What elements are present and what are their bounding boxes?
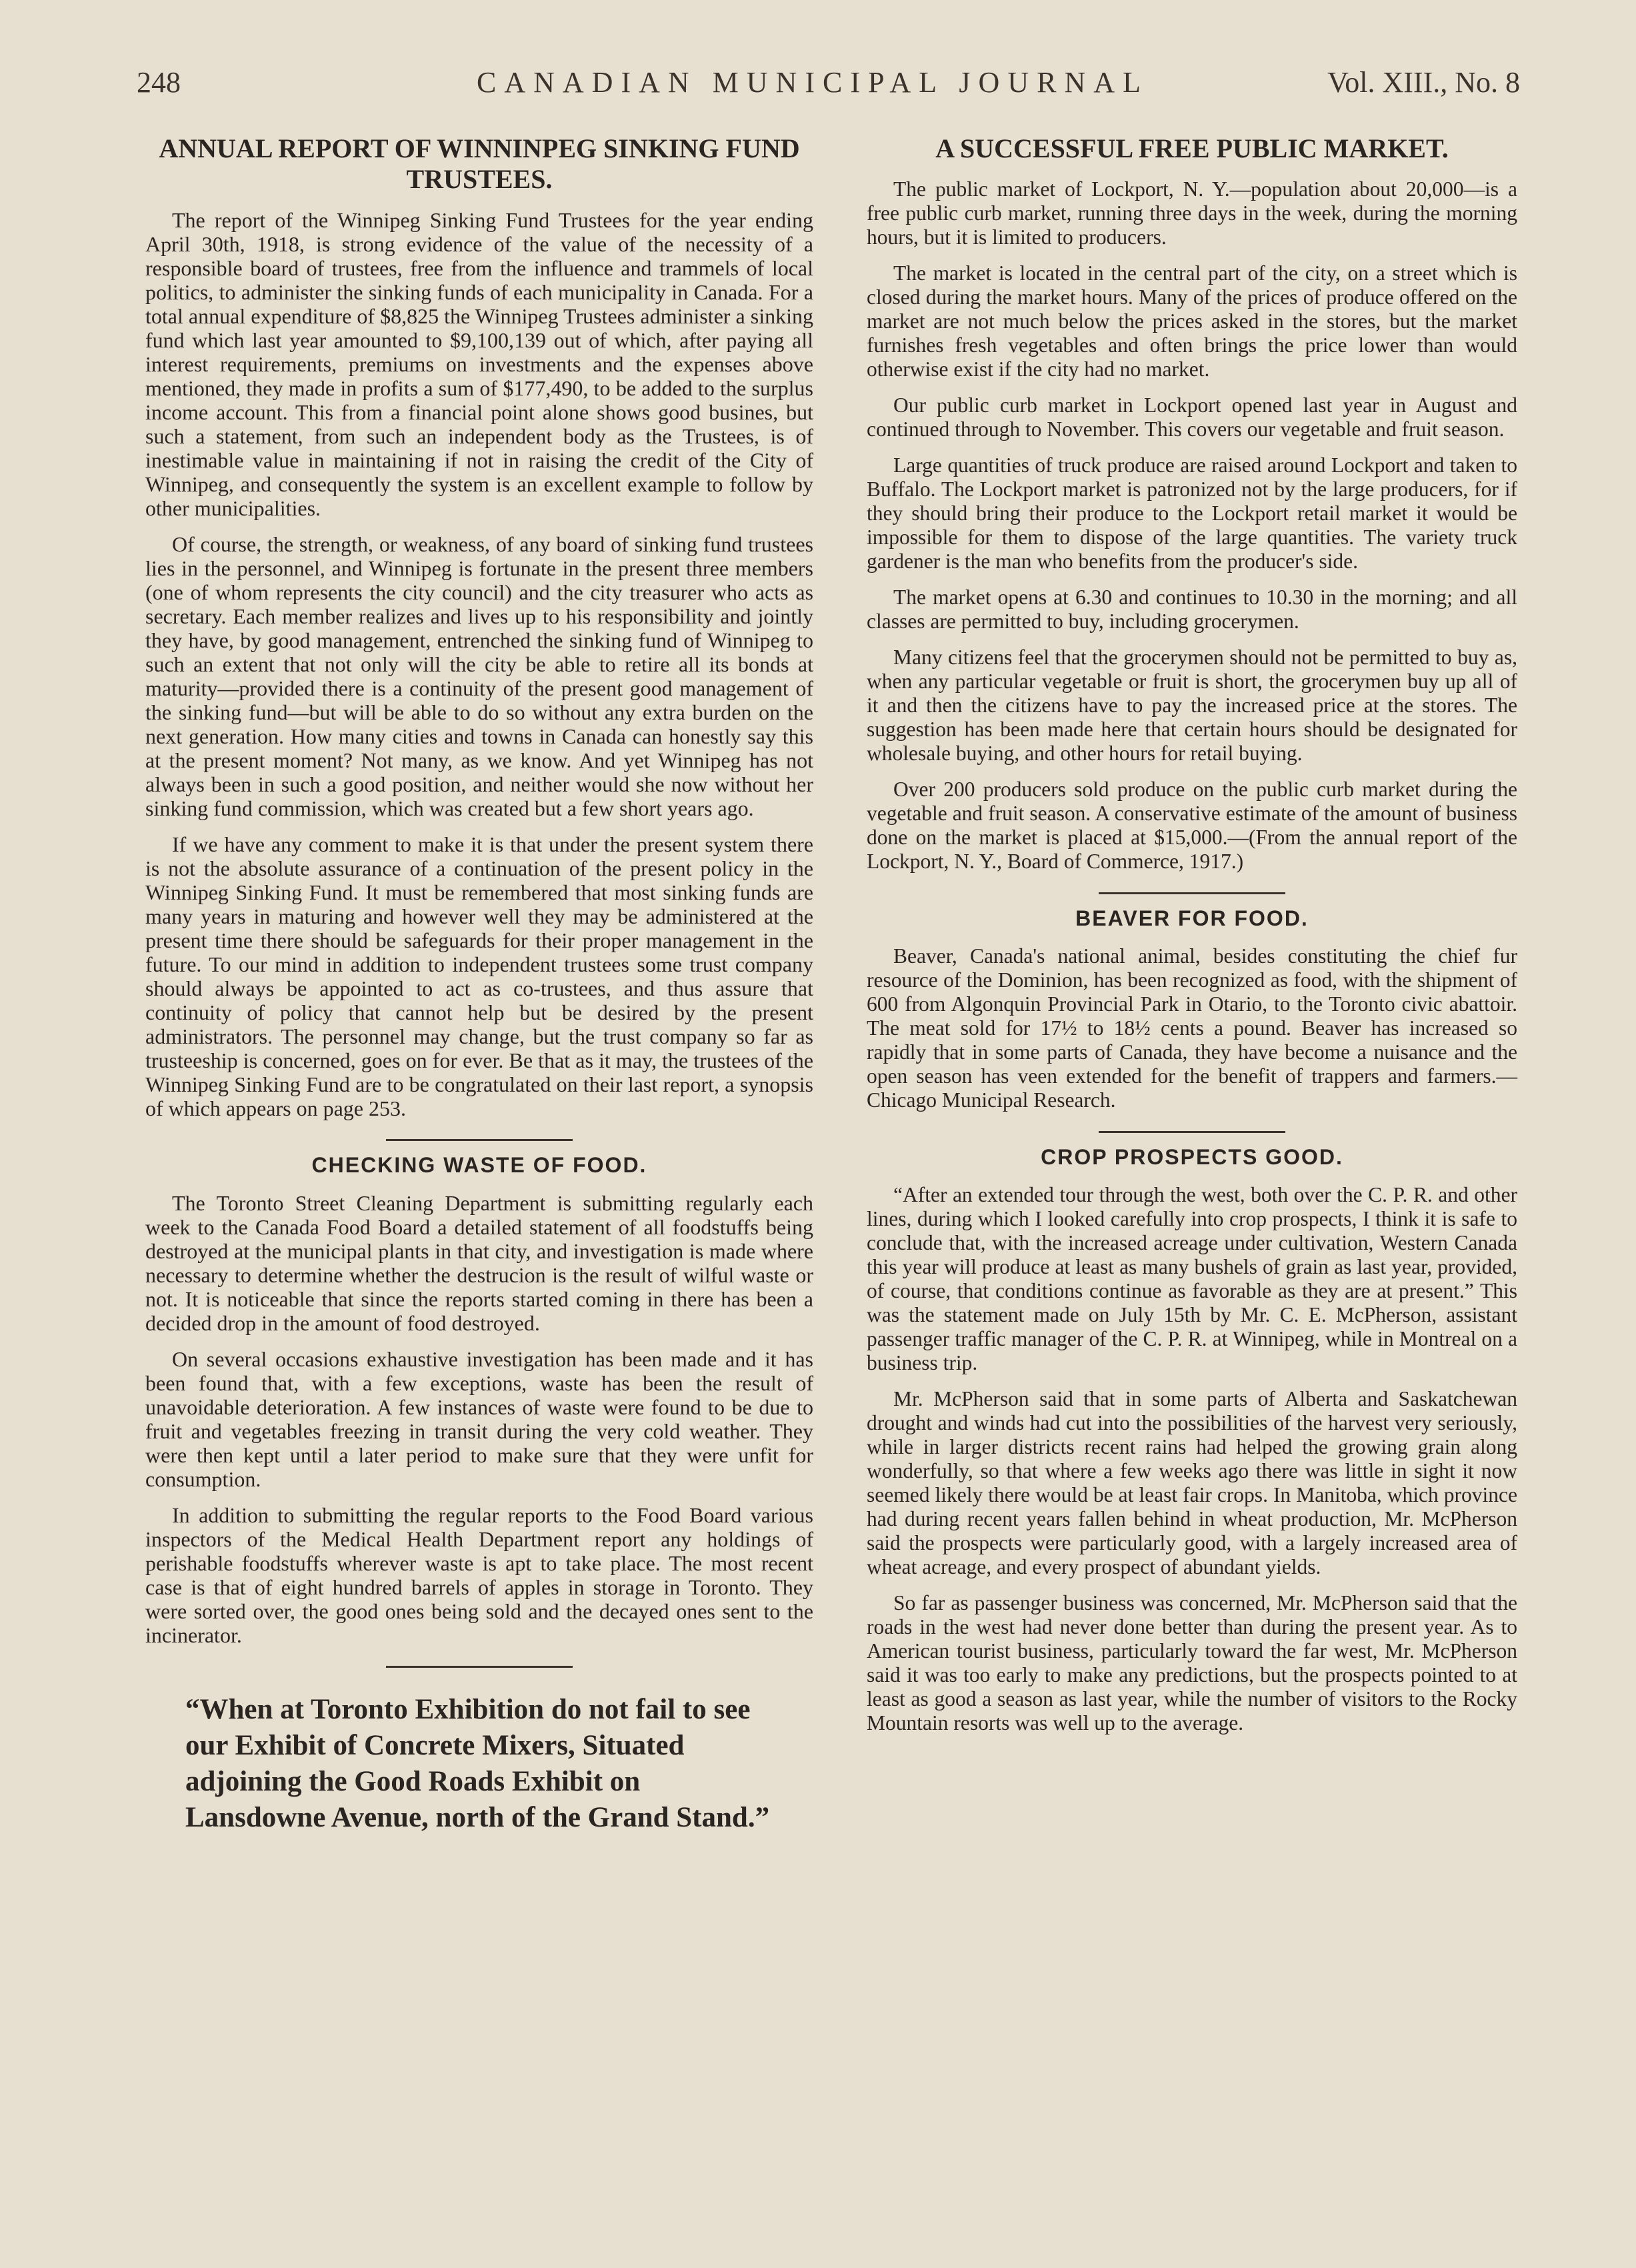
article-paragraph: Many citizens feel that the grocerymen should not be permitted to buy as, when any particular vegetable or fruit is short, the grocerymen buy up all of it and then the citizens have to pay the increased price at the stores. The suggestion has been made here that certain hours should be designated for wholesale buying, and other hours for retail buying. (867, 646, 1517, 765)
article-paragraph: Large quantities of truck produce are raised around Lockport and taken to Buffalo. The Lockport market is patronized not by the large producers, for if they should bring their produce to the Lockport retail market it would be impossible for them to dispose of the large quantities. The variety truck gardener is the man who benefits from the producer's side. (867, 453, 1517, 573)
article-sinking-fund (145, 133, 813, 1120)
section-divider (386, 1139, 573, 1141)
article-paragraph: The market opens at 6.30 and continues to 10.30 in the morning; and all classes are permitted to buy, including grocerymen. (867, 586, 1517, 633)
article-paragraph: Of course, the strength, or weakness, of any board of sinking fund trustees lies in the personnel, and Winnipeg is fortunate in the present three members (one of whom represents the city council) and the city treasurer who acts as secretary. Each member realizes and lives up to his responsibility and jointly they have, by good management, entrenched the sinking fund of Winnipeg to such an extent that not only will the city be able to retire all its bonds at maturity—provided there is a continuity of the present good management of the sinking fund—but will be able to do so without any extra burden on the next generation. How many cities and towns in Canada can honestly say this at the present moment? Not many, as we know. And yet Winnipeg has not always been in such a good position, and neither would she now without her sinking fund commission, which was created but a few short years ago. (145, 532, 813, 820)
article-food-waste (145, 1153, 813, 1647)
right-column (867, 133, 1517, 1747)
article-public-market (867, 133, 1517, 874)
journal-title: CANADIAN MUNICIPAL JOURNAL (477, 66, 1149, 99)
article-title: BEAVER FOR FOOD. (1075, 906, 1309, 930)
exhibition-advertisement: “When at Toronto Exhibition do not fail to see our Exhibit of Concrete Mixers, Situated adjoining the Good Roads Exhibit on Lansdowne Avenue, north of the Grand Stand.” (185, 1694, 770, 1833)
article-title: ANNUAL REPORT OF WINNINPEG SINKING FUND TRUSTEES. (159, 133, 800, 194)
article-title: CROP PROSPECTS GOOD. (1041, 1145, 1343, 1169)
article-beaver (867, 906, 1517, 1112)
article-paragraph: The market is located in the central part of the city, on a street which is closed during the market hours. Many of the prices of produce offered on the market are not much below the prices asked in the stores, but the market furnishes fresh vegetables and often brings the price lower than would otherwise exist if the city had no market. (867, 261, 1517, 381)
running-header (137, 65, 1520, 112)
article-crop-prospects (867, 1145, 1517, 1735)
article-title: CHECKING WASTE OF FOOD. (311, 1153, 647, 1177)
page-number: 248 (137, 66, 181, 99)
article-paragraph: On several occasions exhaustive investigation has been made and it has been found that, with a few exceptions, waste has been the result of unavoidable deterioration. A few instances of waste were found to be due to fruit and vegetables freezing in transit during the very cold weather. They were then kept until a later period to make sure that they were unfit for consumption. (145, 1347, 813, 1491)
left-column (145, 133, 813, 1836)
volume-number: Vol. XIII., No. 8 (1327, 66, 1520, 99)
article-paragraph: Our public curb market in Lockport opened last year in August and continued through to November. This covers our vegetable and fruit season. (867, 393, 1517, 441)
article-paragraph: The Toronto Street Cleaning Department is submitting regularly each week to the Canada Food Board a detailed statement of all foodstuffs being destroyed at the municipal plants in that city, and investigation is made where necessary to determine whether the destrucion is the result of wilful waste or not. It is noticeable that since the reports started coming in there has been a decided drop in the amount of food destroyed. (145, 1191, 813, 1335)
article-paragraph: The public market of Lockport, N. Y.—population about 20,000—is a free public curb market, running three days in the week, during the morning hours, but it is limited to producers. (867, 177, 1517, 249)
section-divider (1099, 1131, 1285, 1133)
article-paragraph: Beaver, Canada's national animal, besides constituting the chief fur resource of the Dominion, has been recognized as food, with the shipment of 600 from Algonquin Provincial Park in Otario, to the Toronto civic abattoir. The meat sold for 17½ to 18½ cents a pound. Beaver has increased so rapidly that in some parts of Canada, they have become a nuisance and the open season has veen extended for the benefit of trappers and farmers.—Chicago Municipal Research. (867, 944, 1517, 1112)
article-paragraph: So far as passenger business was concerned, Mr. McPherson said that the roads in the west had never done better than during the present year. As to American tourist business, particularly toward the far west, Mr. McPherson said it was too early to make any predictions, but the prospects pointed to at least as good a season as last year, while the number of visitors to the Rocky Mountain resorts was well up to the average. (867, 1591, 1517, 1735)
article-paragraph: Mr. McPherson said that in some parts of Alberta and Saskatchewan drought and winds had cut into the possibilities of the harvest very seriously, while in larger districts recent rains had helped the growing grain along wonderfully, so that where a few weeks ago there was little in sight it now seemed likely there would be at least fair crops. In Manitoba, which province had during recent years fallen behind in wheat production, Mr. McPherson said the prospects were particularly good, with a largely increased area of wheat acreage, and every prospect of abundant yields. (867, 1387, 1517, 1578)
article-title: A SUCCESSFUL FREE PUBLIC MARKET. (935, 133, 1449, 163)
section-divider (386, 1666, 573, 1668)
article-paragraph: If we have any comment to make it is that under the present system there is not the absolute assurance of a continuation of the present policy in the Winnipeg Sinking Fund. It must be remembered that most sinking funds are many years in maturing and however well they may be administered at the present time there should be safeguards for their proper management in the future. To our mind in addition to independent trustees some trust company should always be appointed to act as co-trustees, and thus assure that continuity of policy that cannot help but be desired by the present administrators. The personnel may change, but the trust company so far as trusteeship is concerned, goes on for ever. Be that as it may, the trustees of the Winnipeg Sinking Fund are to be congratulated on their last report, a synopsis of which appears on page 253. (145, 832, 813, 1120)
article-paragraph: “After an extended tour through the west, both over the C. P. R. and other lines, during which I looked carefully into crop prospects, I think it is safe to conclude that, with the increased acreage under cultivation, Western Canada this year will produce at least as many bushels of grain as last year, provided, of course, that conditions continue as favorable as they are at present.” This was the statement made on July 15th by Mr. C. E. McPherson, assistant passenger traffic manager of the C. P. R. at Winnipeg, while in Montreal on a business trip. (867, 1183, 1517, 1374)
article-paragraph: The report of the Winnipeg Sinking Fund Trustees for the year ending April 30th, 1918, is strong evidence of the value of the necessity of a responsible board of trustees, free from the influence and trammels of local politics, to administer the sinking funds of each municipality in Canada. For a total annual expenditure of $8,825 the Winnipeg Trustees administer a sinking fund which last year amounted to $9,100,139 out of which, after paying all interest requirements, premiums on investments and the expenses above mentioned, they made in profits a sum of $177,490, to be added to the surplus income account. This from a financial point alone shows good busines, but such a statement, from such an independent body as the Trustees, is of inestimable value in maintaining if not in raising the credit of the City of Winnipeg, and consequently the system is an excellent example to follow by other municipalities. (145, 208, 813, 520)
article-paragraph: In addition to submitting the regular reports to the Food Board various inspectors of the Medical Health Department report any holdings of perishable foodstuffs wherever waste is apt to take place. The most recent case is that of eight hundred barrels of apples in storage in Toronto. They were sorted over, the good ones being sold and the decayed ones sent to the incinerator. (145, 1503, 813, 1647)
article-paragraph: Over 200 producers sold produce on the public curb market during the vegetable and fruit season. A conservative estimate of the amount of business done on the market is placed at $15,000.—(From the annual report of the Lockport, N. Y., Board of Commerce, 1917.) (867, 778, 1517, 873)
section-divider (1099, 892, 1285, 894)
